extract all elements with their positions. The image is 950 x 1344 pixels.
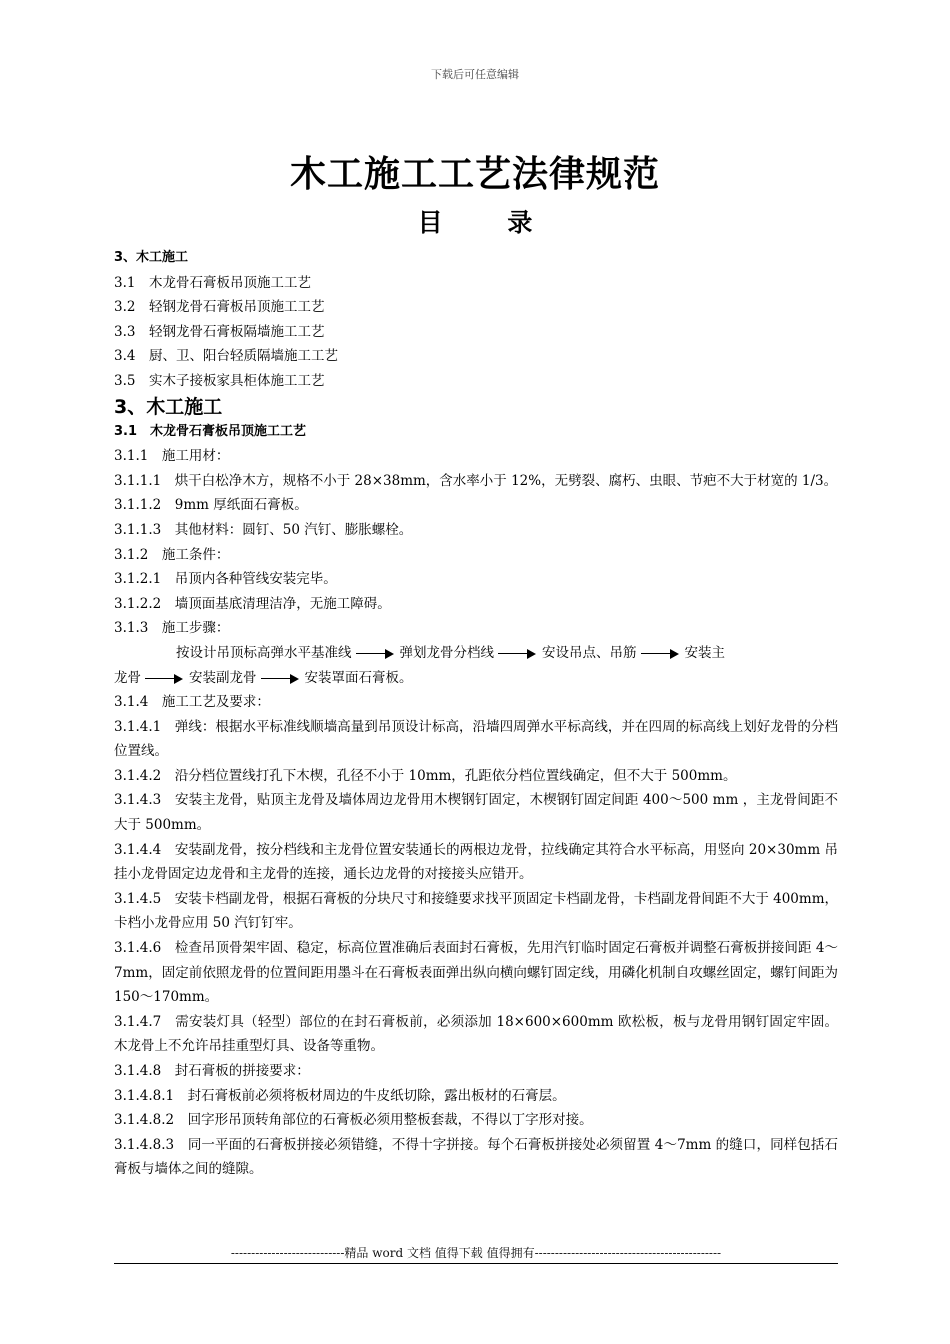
- flow-step: 安设吊点、吊筋: [542, 644, 637, 661]
- subsection-heading: 3.1 木龙骨石膏板吊顶施工工艺: [114, 423, 307, 439]
- toc-item[interactable]: 3.4 厨、卫、阳台轻质隔墙施工工艺: [114, 348, 338, 365]
- paragraph: 3.1.4.3 安装主龙骨，贴顶主龙骨及墙体周边龙骨用木楔钢钉固定，木楔钢钉固定间距 400～500 mm ，主龙骨间距不大于 500mm。: [114, 792, 838, 834]
- right-arrow-icon: [145, 672, 183, 684]
- paragraph: 3.1.3 施工步骤：: [114, 620, 230, 637]
- toc-item[interactable]: 3.5 实木子接板家具柜体施工工艺: [114, 372, 325, 389]
- document-title: 木工施工工艺法律规范: [289, 153, 660, 195]
- flow-step: 安装罩面石膏板。: [304, 669, 413, 686]
- flow-step: 安装副龙骨: [189, 669, 257, 686]
- page-footer: ----------------------------精品 word 文档 值得下载 值得拥有----------------------------------------------: [230, 1246, 722, 1260]
- process-flow-line-2: [114, 666, 838, 691]
- paragraph: 3.1.4 施工工艺及要求：: [114, 694, 270, 711]
- paragraph: 3.1.4.2 沿分档位置线打孔下木楔，孔径不小于 10mm，孔距依分档位置线确定，但不大于 500mm。: [114, 767, 737, 784]
- right-arrow-icon: [641, 647, 679, 659]
- toc-item[interactable]: 3.1 木龙骨石膏板吊顶施工工艺: [114, 274, 311, 291]
- paragraph: 3.1.2.1 吊顶内各种管线安装完毕。: [114, 571, 337, 588]
- paragraph: 3.1.2 施工条件：: [114, 546, 230, 563]
- paragraph: 3.1.4.8.2 回字形吊顶转角部位的石膏板必须用整板套裁，不得以丁字形对接。: [114, 1112, 593, 1129]
- paragraph: 3.1.4.5 安装卡档副龙骨，根据石膏板的分块尺寸和接缝要求找平顶固定卡档副龙骨，卡档副龙骨间距不大于 400mm，卡档小龙骨应用 50 汽钉钉牢。: [114, 890, 838, 932]
- paragraph: 3.1.4.1 弹线：根据水平标准线顺墙高量到吊顶设计标高，沿墙四周弹水平标高线，并在四周的标高线上划好龙骨的分档位置线。: [114, 718, 838, 760]
- toc-heading: 3、木工施工: [114, 250, 189, 265]
- paragraph: 3.1.4.4 安装副龙骨，按分档线和主龙骨位置安装通长的两根边龙骨，拉线确定其符合水平标高，用竖向 20×30mm 吊挂小龙骨固定边龙骨和主龙骨的连接，通长边龙骨的对接接头应错开。: [114, 841, 838, 883]
- paragraph: 3.1.1.2 9mm 厚纸面石膏板。: [114, 497, 308, 514]
- right-arrow-icon: [356, 647, 394, 659]
- paragraph: 3.1.1.3 其他材料：圆钉、50 汽钉、膨胀螺栓。: [114, 521, 413, 538]
- section-heading: 3、木工施工: [114, 395, 223, 418]
- right-arrow-icon: [261, 672, 299, 684]
- document-body: [114, 246, 838, 1182]
- paragraph: 3.1.4.8 封石膏板的拼接要求：: [114, 1063, 310, 1079]
- flow-step: 安装主: [684, 644, 725, 661]
- paragraph: 3.1.4.8.3 同一平面的石膏板拼接必须错缝，不得十字拼接。每个石膏板拼接处必须留置 4～7mm 的缝口，同样包括石膏板与墙体之间的缝隙。: [114, 1136, 838, 1178]
- paragraph: 3.1.1 施工用材：: [114, 448, 230, 465]
- flow-step: 龙骨: [114, 669, 141, 686]
- toc-item[interactable]: 3.3 轻钢龙骨石膏板隔墙施工工艺: [114, 323, 325, 340]
- flow-step: 弹划龙骨分档线: [399, 644, 494, 661]
- process-flow-line-1: [114, 641, 838, 666]
- flow-step: 按设计吊顶标高弹水平基准线: [176, 644, 352, 661]
- paragraph: 3.1.4.8.1 封石膏板前必须将板材周边的牛皮纸切除，露出板材的石膏层。: [114, 1087, 566, 1104]
- header-note: 下载后可任意编辑: [431, 68, 519, 81]
- toc-title: 目 录: [417, 208, 561, 237]
- paragraph: 3.1.4.6 检查吊顶骨架牢固、稳定，标高位置准确后表面封石膏板，先用汽钉临时固定石膏板并调整石膏板拼接间距 4～7mm，固定前依照龙骨的位置间距用墨斗在石膏板表面弹出纵向横向螺钉固定线，用磷化机制自攻螺丝固定，螺钉间距为 150～170mm。: [114, 940, 838, 1006]
- paragraph: 3.1.1.1 烘干白松净木方，规格不小于 28×38mm，含水率小于 12%，无劈裂、腐朽、虫眼、节疤不大于材宽的 1/3。: [114, 472, 838, 489]
- paragraph: 3.1.4.7 需安装灯具（轻型）部位的在封石膏板前，必须添加 18×600×600mm 欧松板，板与龙骨用钢钉固定牢固。木龙骨上不允许吊挂重型灯具、设备等重物。: [114, 1013, 838, 1055]
- paragraph: 3.1.2.2 墙顶面基底清理洁净，无施工障碍。: [114, 595, 391, 612]
- toc-item[interactable]: 3.2 轻钢龙骨石膏板吊顶施工工艺: [114, 299, 325, 316]
- right-arrow-icon: [498, 647, 536, 659]
- footer-divider: [114, 1263, 838, 1264]
